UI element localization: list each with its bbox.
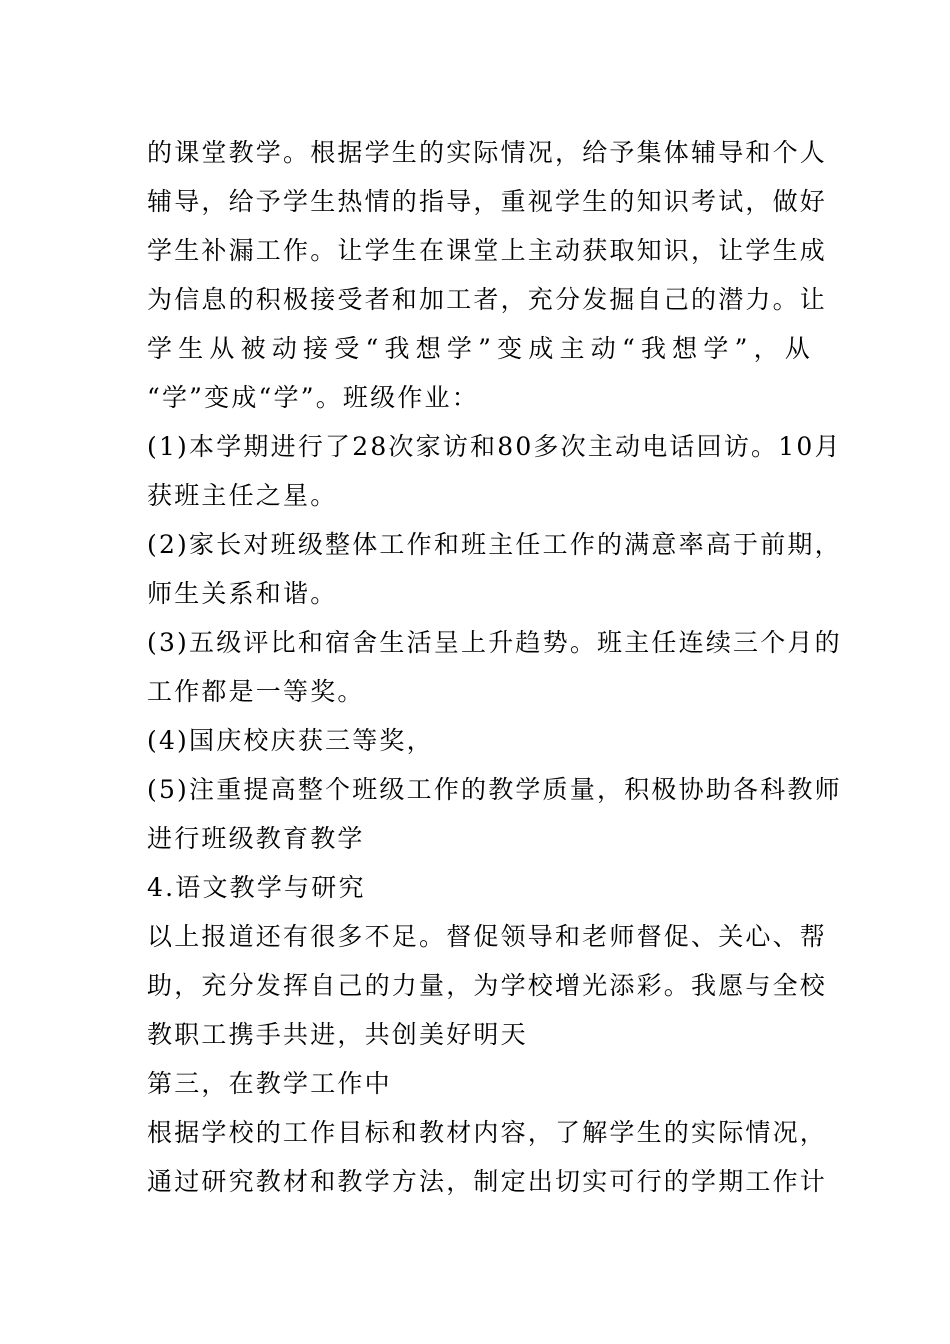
list-item-3: (3)五级评比和宿舍生活呈上升趋势。班主任连续三个月的 <box>147 628 842 657</box>
text-line: 通过研究教材和教学方法，制定出切实可行的学期工作计 <box>147 1167 828 1196</box>
list-item-4: (4)国庆校庆获三等奖， <box>147 726 434 755</box>
text-line: 助，充分发挥自己的力量，为学校增光添彩。我愿与全校 <box>147 971 828 1000</box>
text-line: 获班主任之星。 <box>147 481 338 510</box>
text-line: 辅导，给予学生热情的指导，重视学生的知识考试，做好 <box>147 187 828 216</box>
text-line: 学生从被动接受“我想学”变成主动“我想学”，从 <box>147 334 812 363</box>
text-line: 教职工携手共进，共创美好明天 <box>147 1020 528 1049</box>
section-heading: 4.语文教学与研究 <box>147 873 366 902</box>
text-line: 根据学校的工作目标和教材内容，了解学生的实际情况， <box>147 1118 828 1147</box>
section-heading: 第三，在教学工作中 <box>147 1069 392 1098</box>
text-line: 师生关系和谐。 <box>147 579 338 608</box>
text-line: 工作都是一等奖。 <box>147 677 365 706</box>
text-line: 学生补漏工作。让学生在课堂上主动获取知识，让学生成 <box>147 236 828 265</box>
list-item-5: (5)注重提高整个班级工作的教学质量，积极协助各科教师 <box>147 775 842 804</box>
text-line: 的课堂教学。根据学生的实际情况，给予集体辅导和个人 <box>147 138 828 167</box>
text-line: 进行班级教育教学 <box>147 824 365 853</box>
text-line: 为信息的积极接受者和加工者，充分发掘自己的潜力。让 <box>147 285 828 314</box>
list-item-2: (2)家长对班级整体工作和班主任工作的满意率高于前期， <box>147 530 842 559</box>
text-line: “学”变成“学”。班级作业： <box>147 383 479 412</box>
document-body <box>147 128 842 1206</box>
list-item-1: (1)本学期进行了28次家访和80多次主动电话回访。10月 <box>147 432 842 461</box>
text-line: 以上报道还有很多不足。督促领导和老师督促、关心、帮 <box>147 922 828 951</box>
